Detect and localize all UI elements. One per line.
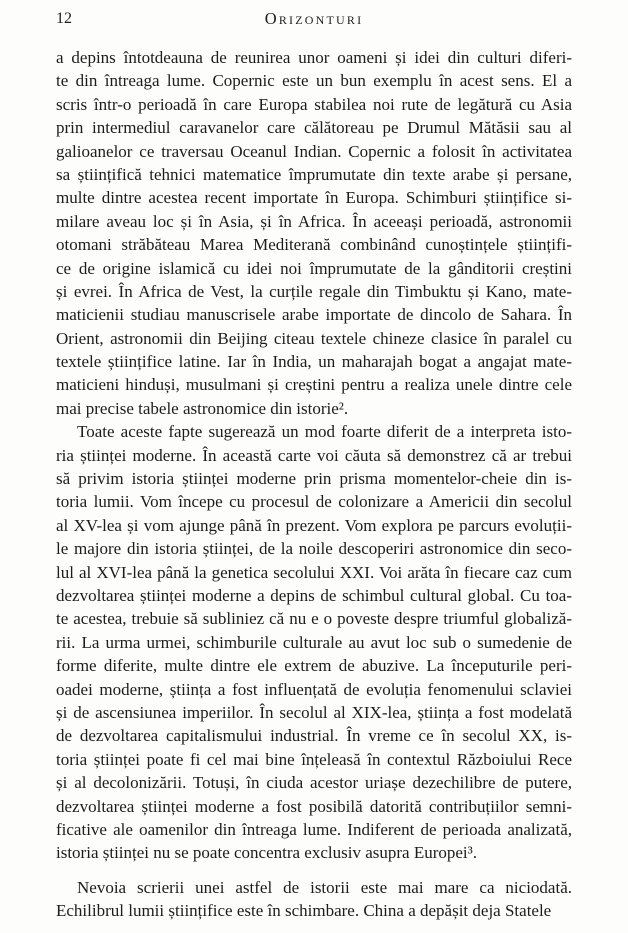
text-line: Toate aceste fapte sugerează un mod foarte diferit de a interpreta isto-	[77, 422, 572, 442]
text-line: milare aveau loc și în Asia, și în Africa. În aceeași perioadă, astronomii	[56, 211, 572, 231]
text-line: maticienii studiau manuscrisele arabe importate de dincolo de Sahara. În	[56, 305, 572, 325]
text-line: să privim istoria științei moderne prin prisma momentelor-cheie din is-	[56, 469, 572, 489]
text-line: te acestea, trebuie să subliniez că nu e o poveste despre triumful globaliză-	[56, 609, 572, 629]
text-line: textele științifice latine. Iar în India, un maharajah bogat a angajat mate-	[56, 352, 572, 372]
text-line: rii. La urma urmei, schimburile culturale au avut loc sub o sumedenie de	[56, 632, 572, 652]
text-line: te din întreaga lume. Copernic este un bun exemplu în acest sens. El a	[56, 71, 572, 91]
text-line: al XV-lea și vom ajunge până în prezent. Vom explora pe parcurs evoluții-	[56, 515, 572, 535]
running-title: Orizonturi	[264, 9, 364, 28]
text-block	[56, 46, 572, 922]
text-line: și de ascensiunea imperiilor. În secolul al XIX-lea, știința a fost modelată	[56, 702, 572, 722]
text-line: le majore din istoria științei, de la noile descoperiri astronomice din seco-	[56, 539, 572, 559]
text-line: prin intermediul caravanelor care călătoreau pe Drumul Mătăsii sau al	[56, 118, 572, 138]
text-line: de dezvoltarea capitalismului industrial. În vreme ce în secolul XX, is-	[56, 726, 572, 746]
text-line: și evrei. În Africa de Vest, la curțile regale din Timbuktu și Kano, mate-	[56, 281, 572, 301]
text-line: forme diferite, multe dintre ele extrem de abuzive. La începuturile peri-	[56, 656, 572, 676]
paragraph	[56, 46, 572, 420]
paragraph	[56, 420, 572, 864]
text-line: otomani străbăteau Marea Mediterană combinând cunoștințele științifi-	[56, 235, 572, 255]
text-line: ce de origine islamică cu idei noi împrumutate de la gânditorii creștini	[56, 258, 572, 278]
text-line: Nevoia scrierii unei astfel de istorii este mai mare ca niciodată.	[77, 877, 572, 897]
text-line: a depins întotdeauna de reunirea unor oameni și idei din culturi diferi-	[56, 48, 572, 67]
paragraph	[56, 876, 572, 923]
text-line: oadei moderne, știința a fost influențată de evoluția fenomenului sclaviei	[56, 679, 572, 699]
text-line: maticieni hinduși, musulmani și creștini pentru a realiza unele dintre cele	[56, 375, 572, 395]
text-line: istoria științei nu se poate concentra exclusiv asupra Europei³.	[56, 843, 477, 863]
text-line: dezvoltarea științei moderne a depins de schimbul cultural global. Cu toa-	[56, 585, 572, 605]
text-line: multe dintre acestea recent importate în Europa. Schimburi științifice si-	[56, 188, 572, 208]
text-line: toria științei poate fi cel mai bine înțeleasă în contextul Războiului Rece	[56, 749, 572, 769]
text-line: lul al XVI-lea până la genetica secolului XXI. Voi arăta în fiecare caz cum	[56, 562, 572, 582]
text-line: toria lumii. Vom începe cu procesul de colonizare a Americii din secolul	[56, 492, 572, 512]
text-line: Echilibrul lumii științifice este în schimbare. China a depășit deja Statele	[56, 901, 552, 921]
text-line: dezvoltarea științei moderne a fost posibilă datorită contribuțiilor semni-	[56, 796, 572, 816]
text-line: Orient, astronomii din Beijing citeau textele chineze clasice în paralel cu	[56, 328, 572, 348]
text-line: ficative ale oamenilor din întreaga lume. Indiferent de perioada analizată,	[56, 819, 572, 839]
text-line: mai precise tabele astronomice din istorie².	[56, 398, 349, 418]
page-number: 12	[56, 10, 72, 27]
text-line: scris într-o perioadă în care Europa stabilea noi rute de legătură cu Asia	[56, 94, 572, 114]
text-line: galioanelor ce traversau Oceanul Indian. Copernic a folosit în activitatea	[56, 141, 572, 161]
text-line: ria științei moderne. În această carte voi căuta să demonstrez că ar trebui	[56, 445, 572, 465]
text-line: sa științifică tehnici matematice împrumutate din texte arabe și persane,	[56, 164, 572, 184]
text-line: și al decolonizării. Totuși, în ciuda acestor uriașe dezechilibre de putere,	[56, 773, 572, 793]
page-header	[56, 8, 572, 29]
